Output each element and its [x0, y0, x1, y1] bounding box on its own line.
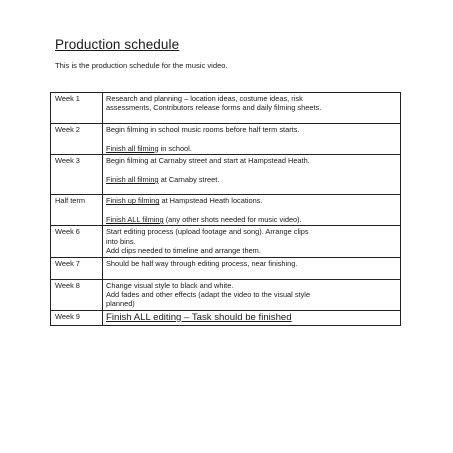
table-row — [51, 124, 401, 155]
final-task-text: Finish ALL editing – Task should be finished — [106, 311, 292, 323]
week-cell: Week 6 — [51, 226, 103, 257]
document-subtitle: This is the production schedule for the music video. — [55, 61, 228, 70]
task-text: Add fades and other effects (adapt the video to the visual style — [106, 290, 311, 300]
underlined-text: Finish up filming — [106, 196, 160, 206]
table-row — [51, 226, 401, 257]
task-cell — [103, 257, 401, 279]
underlined-text: Finish all filming — [106, 143, 159, 153]
week-cell: Half term — [51, 195, 103, 226]
table-row — [51, 310, 401, 325]
task-text-line — [106, 196, 397, 205]
task-text: Add clips needed to timeline and arrange them. — [106, 246, 261, 256]
task-text: Change visual style to black and white. — [106, 280, 234, 290]
line-gap — [106, 134, 397, 143]
task-cell — [103, 195, 401, 226]
task-text: Should be half way through editing process, near finishing. — [106, 258, 298, 268]
task-cell — [103, 279, 401, 310]
task-text: assessments, Contributors release forms and daily filming sheets. — [106, 103, 322, 113]
line-gap — [106, 166, 397, 175]
task-text: Begin filming at Carnaby street and start at Hampstead Heath. — [106, 156, 310, 166]
table-row — [51, 93, 401, 124]
table-row — [51, 257, 401, 279]
task-text: Begin filming in school music rooms before half term starts. — [106, 125, 300, 134]
table-row — [51, 279, 401, 310]
task-cell — [103, 124, 401, 155]
week-cell: Week 2 — [51, 124, 103, 155]
task-text: Research and planning – location ideas, costume ideas, risk — [106, 94, 303, 103]
task-cell — [103, 310, 401, 325]
week-cell: Week 1 — [51, 93, 103, 124]
task-cell — [103, 155, 401, 195]
task-text-line — [106, 175, 397, 184]
task-cell — [103, 93, 401, 124]
task-text: at Carnaby street. — [158, 175, 220, 184]
task-text: Start editing process (upload footage and song). Arrange clips — [106, 227, 309, 237]
task-text: planned) — [106, 299, 135, 309]
task-text: into bins. — [106, 236, 136, 246]
line-gap — [106, 206, 397, 215]
task-cell — [103, 226, 401, 257]
underlined-text: Finish ALL filming — [106, 215, 164, 224]
task-text: in school. — [158, 143, 192, 153]
week-cell: Week 9 — [51, 310, 103, 325]
week-cell: Week 3 — [51, 155, 103, 195]
week-cell: Week 7 — [51, 257, 103, 279]
underlined-text: Finish all filming — [106, 175, 159, 184]
task-text-line — [106, 144, 397, 153]
task-text: (any other shots needed for music video). — [163, 215, 302, 224]
table-row — [51, 195, 401, 226]
production-schedule-table — [50, 92, 401, 326]
table-row — [51, 155, 401, 195]
document-title: Production schedule — [55, 37, 180, 52]
task-text: at Hampstead Heath locations. — [159, 196, 263, 206]
week-cell: Week 8 — [51, 279, 103, 310]
task-text-line — [106, 215, 397, 224]
